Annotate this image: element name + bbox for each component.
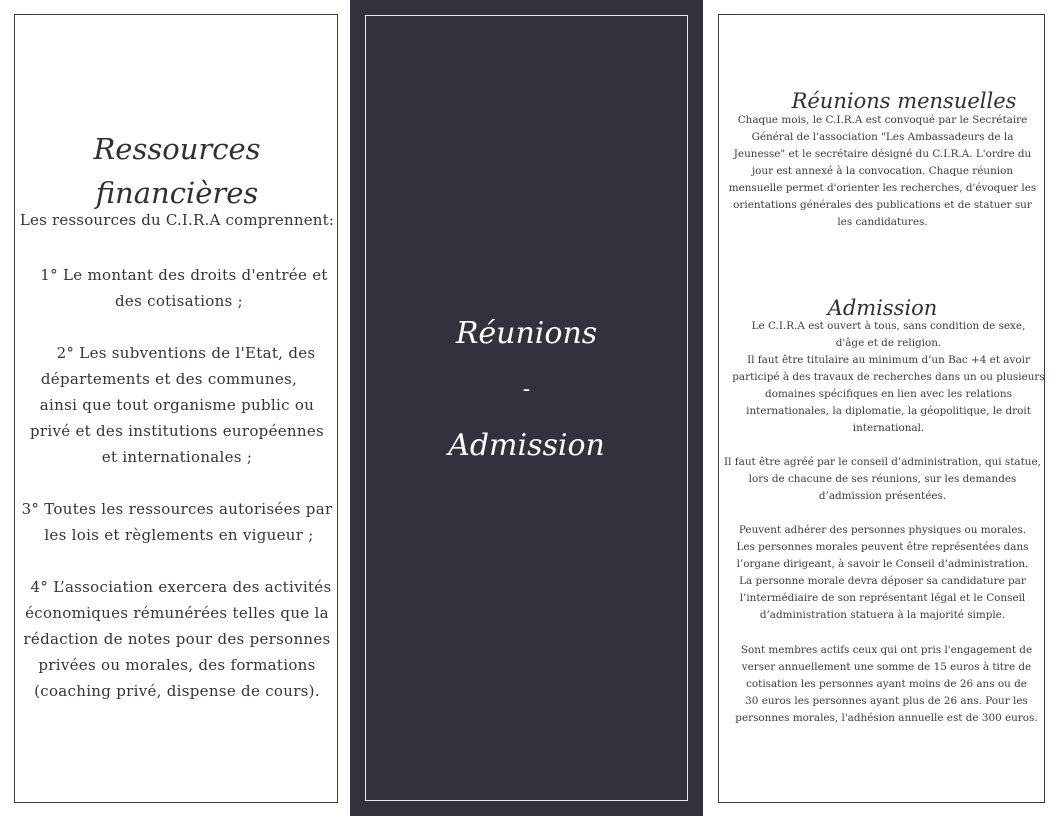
admission-line: Peuvent adhérer des personnes physiques ou morales.	[738, 524, 1027, 536]
admission-line: l’organe dirigeant, à savoir le Conseil d’administration.	[736, 558, 1029, 570]
middle-title-separator: -	[522, 377, 531, 402]
reunions-line: Général de l'association "Les Ambassadeurs de la	[751, 131, 1014, 143]
admission-line: 30 euros les personnes ayant plus de 26 ans. Pour les	[745, 695, 1028, 707]
middle-panel	[350, 0, 703, 816]
resource-item-4-line: économiques rémunérées telles que la	[25, 604, 329, 622]
reunions-line: jour est annexé à la convocation. Chaque réunion	[751, 165, 1014, 177]
resource-item-1-line: des cotisations ;	[115, 292, 243, 310]
admission-line: Le C.I.R.A est ouvert à tous, sans condition de sexe,	[751, 320, 1026, 332]
admission-line: cotisation les personnes ayant moins de 26 ans ou de	[746, 678, 1027, 690]
admission-line: participé à des travaux de recherches dans un ou plusieurs	[732, 371, 1045, 383]
resource-item-4-line: rédaction de notes pour des personnes	[23, 630, 331, 648]
resource-item-3-line: les lois et règlements en vigueur ;	[44, 526, 314, 544]
reunions-line: mensuelle permet d'orienter les recherches, d'évoquer les	[728, 182, 1037, 194]
admission-line: personnes morales, l'adhésion annuelle est de 300 euros.	[735, 712, 1038, 724]
section-title-reunions: Réunions mensuelles	[791, 89, 1017, 113]
reunions-line: Jeunesse" et le secrétaire désigné du C.I.R.A. L'ordre du	[733, 148, 1032, 160]
right-panel	[718, 14, 1045, 803]
left-title-line-2: financières	[95, 176, 259, 210]
admission-line: Les personnes morales peuvent être représentées dans	[736, 541, 1029, 553]
resource-item-4	[15, 574, 339, 704]
resource-item-3	[15, 496, 339, 548]
resource-item-2-line: ainsi que tout organisme public ou	[39, 396, 315, 414]
admission-line: Il faut être agréé par le conseil d’administration, qui statue,	[724, 456, 1041, 468]
admission-line: l’intermédiaire de son représentant légal et le Conseil	[739, 592, 1026, 604]
middle-panel-title	[350, 306, 703, 474]
admission-paragraph-3	[719, 522, 1046, 624]
admission-paragraph-1	[731, 318, 1046, 437]
admission-line: international.	[852, 422, 925, 434]
resource-item-2-line: privé et des institutions européennes	[29, 422, 325, 440]
admission-line: domaines spécifiques en lien avec les relations	[765, 388, 1012, 400]
resource-item-2-line: et internationales ;	[101, 448, 253, 466]
admission-line: Sont membres actifs ceux qui ont pris l'engagement de	[740, 644, 1033, 656]
resource-item-2-line: 2° Les subventions de l'Etat, des	[56, 344, 316, 362]
resource-item-2	[15, 340, 339, 470]
resource-item-2-line: départements et des communes,	[40, 370, 298, 388]
admission-line: d’admission présentées.	[818, 490, 947, 502]
admission-paragraph-2	[719, 454, 1046, 505]
resource-item-3-line: 3° Toutes les ressources autorisées par	[21, 500, 333, 518]
admission-line: Il faut être titulaire au minimum d’un Bac +4 et avoir	[747, 354, 1030, 366]
reunions-line: orientations générales des publications et de statuer sur	[733, 199, 1032, 211]
left-panel	[14, 14, 338, 803]
resource-item-1-line: 1° Le montant des droits d'entrée et	[40, 266, 328, 284]
admission-line: La personne morale devra déposer sa candidature par	[739, 575, 1026, 587]
admission-line: verser annuellement une somme de 15 euros à titre de	[741, 661, 1032, 673]
resource-item-4-line: (coaching privé, dispense de cours).	[34, 682, 320, 700]
section-title-admission: Admission	[827, 296, 938, 320]
admission-paragraph-4	[727, 642, 1046, 727]
middle-title-line-2: Admission	[448, 428, 605, 463]
reunions-line: les candidatures.	[837, 216, 928, 228]
admission-line: internationales, la diplomatie, la géopolitique, le droit	[746, 405, 1031, 417]
resource-item-1	[15, 262, 339, 314]
resource-item-4-line: 4° L’association exercera des activités	[30, 578, 332, 596]
resource-item-4-line: privées ou morales, des formations	[38, 656, 316, 674]
middle-title-line-1: Réunions	[455, 316, 598, 351]
left-intro-text: Les ressources du C.I.R.A comprennent:	[19, 211, 335, 229]
reunions-line: Chaque mois, le C.I.R.A est convoqué par le Secrétaire	[737, 114, 1028, 126]
admission-line: d'âge et de religion.	[835, 337, 942, 349]
reunions-paragraph	[719, 112, 1046, 231]
admission-line: d’administration statuera à la majorité simple.	[759, 609, 1006, 621]
left-panel-title	[15, 127, 339, 215]
admission-line: lors de chacune de ses réunions, sur les demandes	[748, 473, 1017, 485]
left-title-line-1: Ressources	[93, 132, 261, 166]
